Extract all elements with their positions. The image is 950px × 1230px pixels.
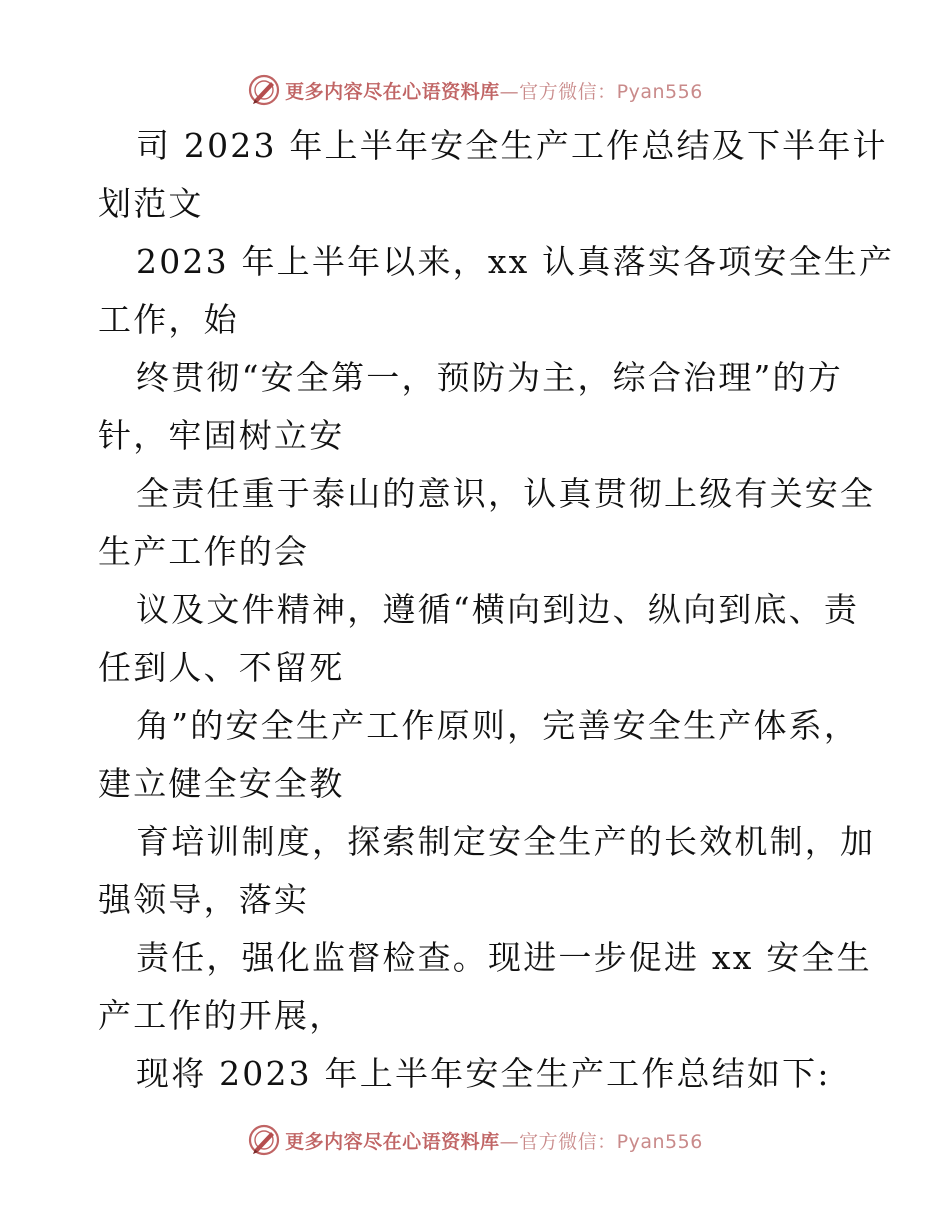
- text-line: 产工作的开展，: [98, 996, 345, 1035]
- watermark-contact-text: —官方微信：Pyan556: [499, 1130, 703, 1153]
- text-line: 针，牢固树立安: [98, 416, 345, 455]
- text-line: 任到人、不留死: [98, 648, 345, 687]
- text-line: 生产工作的会: [98, 532, 310, 571]
- watermark-site-text: 更多内容尽在心语资料库: [285, 80, 500, 103]
- text-line: 育培训制度，探索制定安全生产的长效机制，加: [136, 822, 876, 861]
- watermark-contact-text: —官方微信：Pyan556: [499, 80, 703, 103]
- text-line: 议及文件精神，遵循“横向到边、纵向到底、责: [136, 590, 860, 629]
- text-line: 终贯彻“安全第一，预防为主，综合治理”的方: [136, 358, 843, 397]
- text-line: 2023 年上半年以来，xx 认真落实各项安全生产: [136, 242, 895, 281]
- footer-watermark: [0, 1120, 950, 1160]
- header-watermark: [0, 70, 950, 110]
- text-line: 司 2023 年上半年安全生产工作总结及下半年计: [136, 126, 888, 165]
- pen-logo-icon: [247, 73, 281, 107]
- text-line: 划范文: [98, 184, 204, 223]
- text-line: 责任，强化监督检查。现进一步促进 xx 安全生: [136, 938, 872, 977]
- text-line: 强领导，落实: [98, 880, 310, 919]
- text-line: 工作，始: [98, 300, 239, 339]
- text-line: 现将 2023 年上半年安全生产工作总结如下:: [136, 1054, 831, 1093]
- text-line: 建立健全安全教: [98, 764, 345, 803]
- watermark-site-text: 更多内容尽在心语资料库: [285, 1130, 500, 1153]
- document-body: [98, 117, 895, 1103]
- pen-logo-icon: [247, 1123, 281, 1157]
- text-line: 全责任重于泰山的意识，认真贯彻上级有关安全: [136, 474, 876, 513]
- text-line: 角”的安全生产工作原则，完善安全生产体系，: [136, 706, 860, 745]
